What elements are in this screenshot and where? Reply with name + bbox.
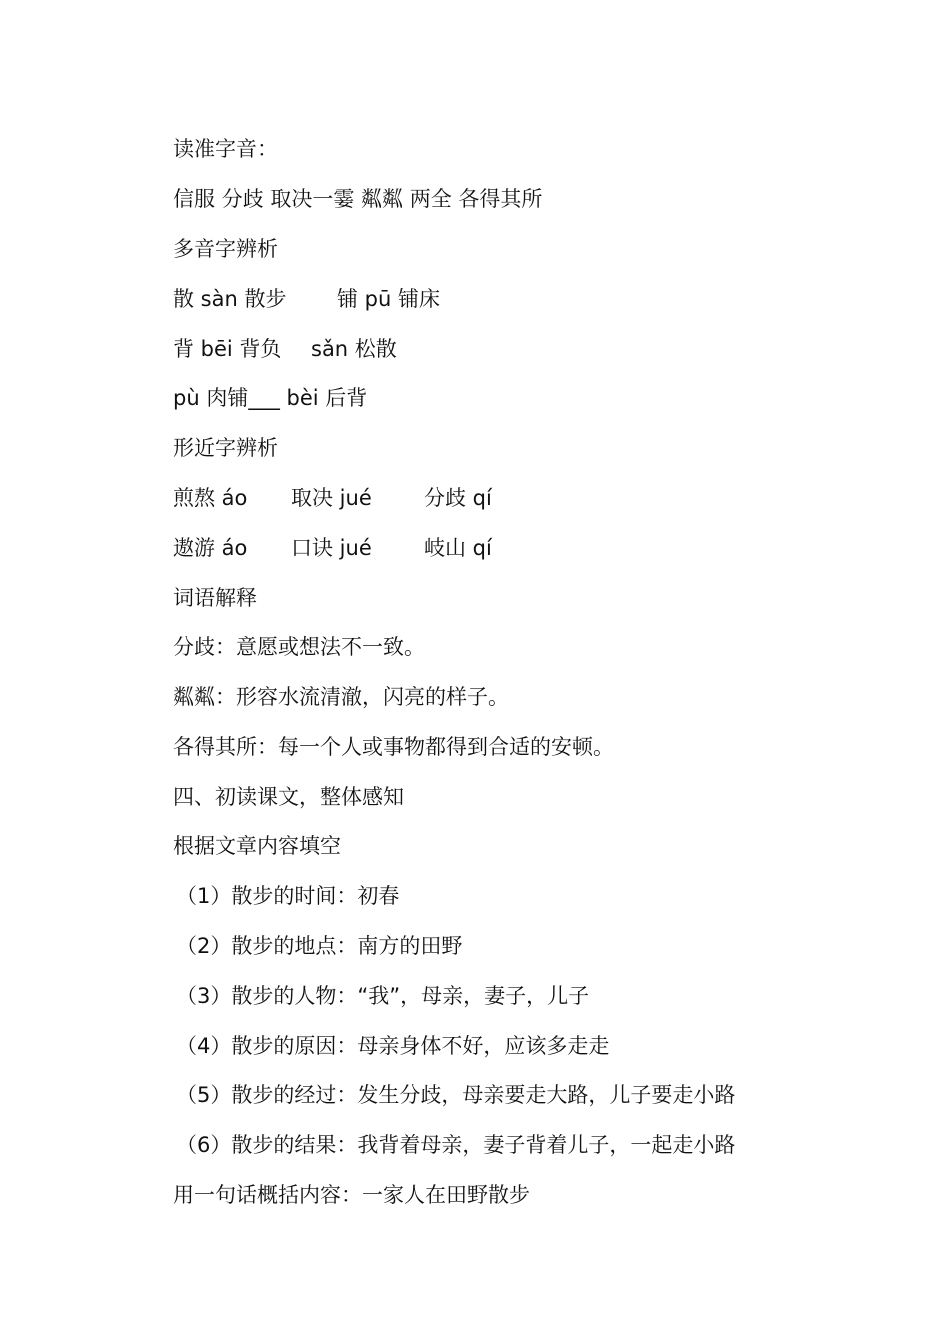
vocab-list: 信服 分歧 取决一霎 粼粼 两全 各得其所 xyxy=(173,187,543,211)
polyphonic-row-3: pù 肉铺___ bèi 后背 xyxy=(173,386,368,410)
fill-in-item: （6）散步的结果：我背着母亲，妻子背着儿子，一起走小路 xyxy=(176,1133,736,1157)
polyphonic-cell: sǎn 松散 xyxy=(311,337,397,361)
similar-cell: 煎熬 áo xyxy=(173,486,248,510)
similar-cell: 岐山 qí xyxy=(424,536,492,560)
subheading-fill-in: 根据文章内容填空 xyxy=(173,834,341,858)
polyphonic-cell: 背 bēi 背负 xyxy=(173,337,282,361)
similar-cell: 口诀 jué xyxy=(291,536,372,560)
fill-in-item: （5）散步的经过：发生分歧，母亲要走大路，儿子要走小路 xyxy=(176,1083,736,1107)
summary-line: 用一句话概括内容：一家人在田野散步 xyxy=(173,1183,530,1207)
definition-line: 各得其所：每一个人或事物都得到合适的安顿。 xyxy=(173,735,614,759)
similar-row-2 xyxy=(173,533,492,563)
fill-in-item: （1）散步的时间：初春 xyxy=(176,884,400,908)
fill-in-item: （2）散步的地点：南方的田野 xyxy=(176,934,463,958)
fill-in-item: （3）散步的人物：“我”，母亲，妻子，儿子 xyxy=(176,984,590,1008)
heading-read-pronunciation: 读准字音： xyxy=(173,137,278,161)
fill-in-item: （4）散步的原因：母亲身体不好，应该多走走 xyxy=(176,1034,610,1058)
definition-line: 分歧：意愿或想法不一致。 xyxy=(173,635,425,659)
similar-cell: 遨游 áo xyxy=(173,536,248,560)
heading-word-explanation: 词语解释 xyxy=(173,586,257,610)
similar-row-1 xyxy=(173,483,492,513)
polyphonic-row-2 xyxy=(173,334,397,364)
polyphonic-cell: 散 sàn 散步 xyxy=(173,287,287,311)
polyphonic-cell: 铺 pū 铺床 xyxy=(337,287,440,311)
similar-cell: 取决 jué xyxy=(291,486,372,510)
heading-similar-chars: 形近字辨析 xyxy=(173,436,278,460)
definition-line: 粼粼：形容水流清澈，闪亮的样子。 xyxy=(173,685,509,709)
section-heading: 四、初读课文，整体感知 xyxy=(173,785,404,809)
polyphonic-row-1 xyxy=(173,284,440,314)
heading-polyphonic: 多音字辨析 xyxy=(173,237,278,261)
similar-cell: 分歧 qí xyxy=(424,486,492,510)
